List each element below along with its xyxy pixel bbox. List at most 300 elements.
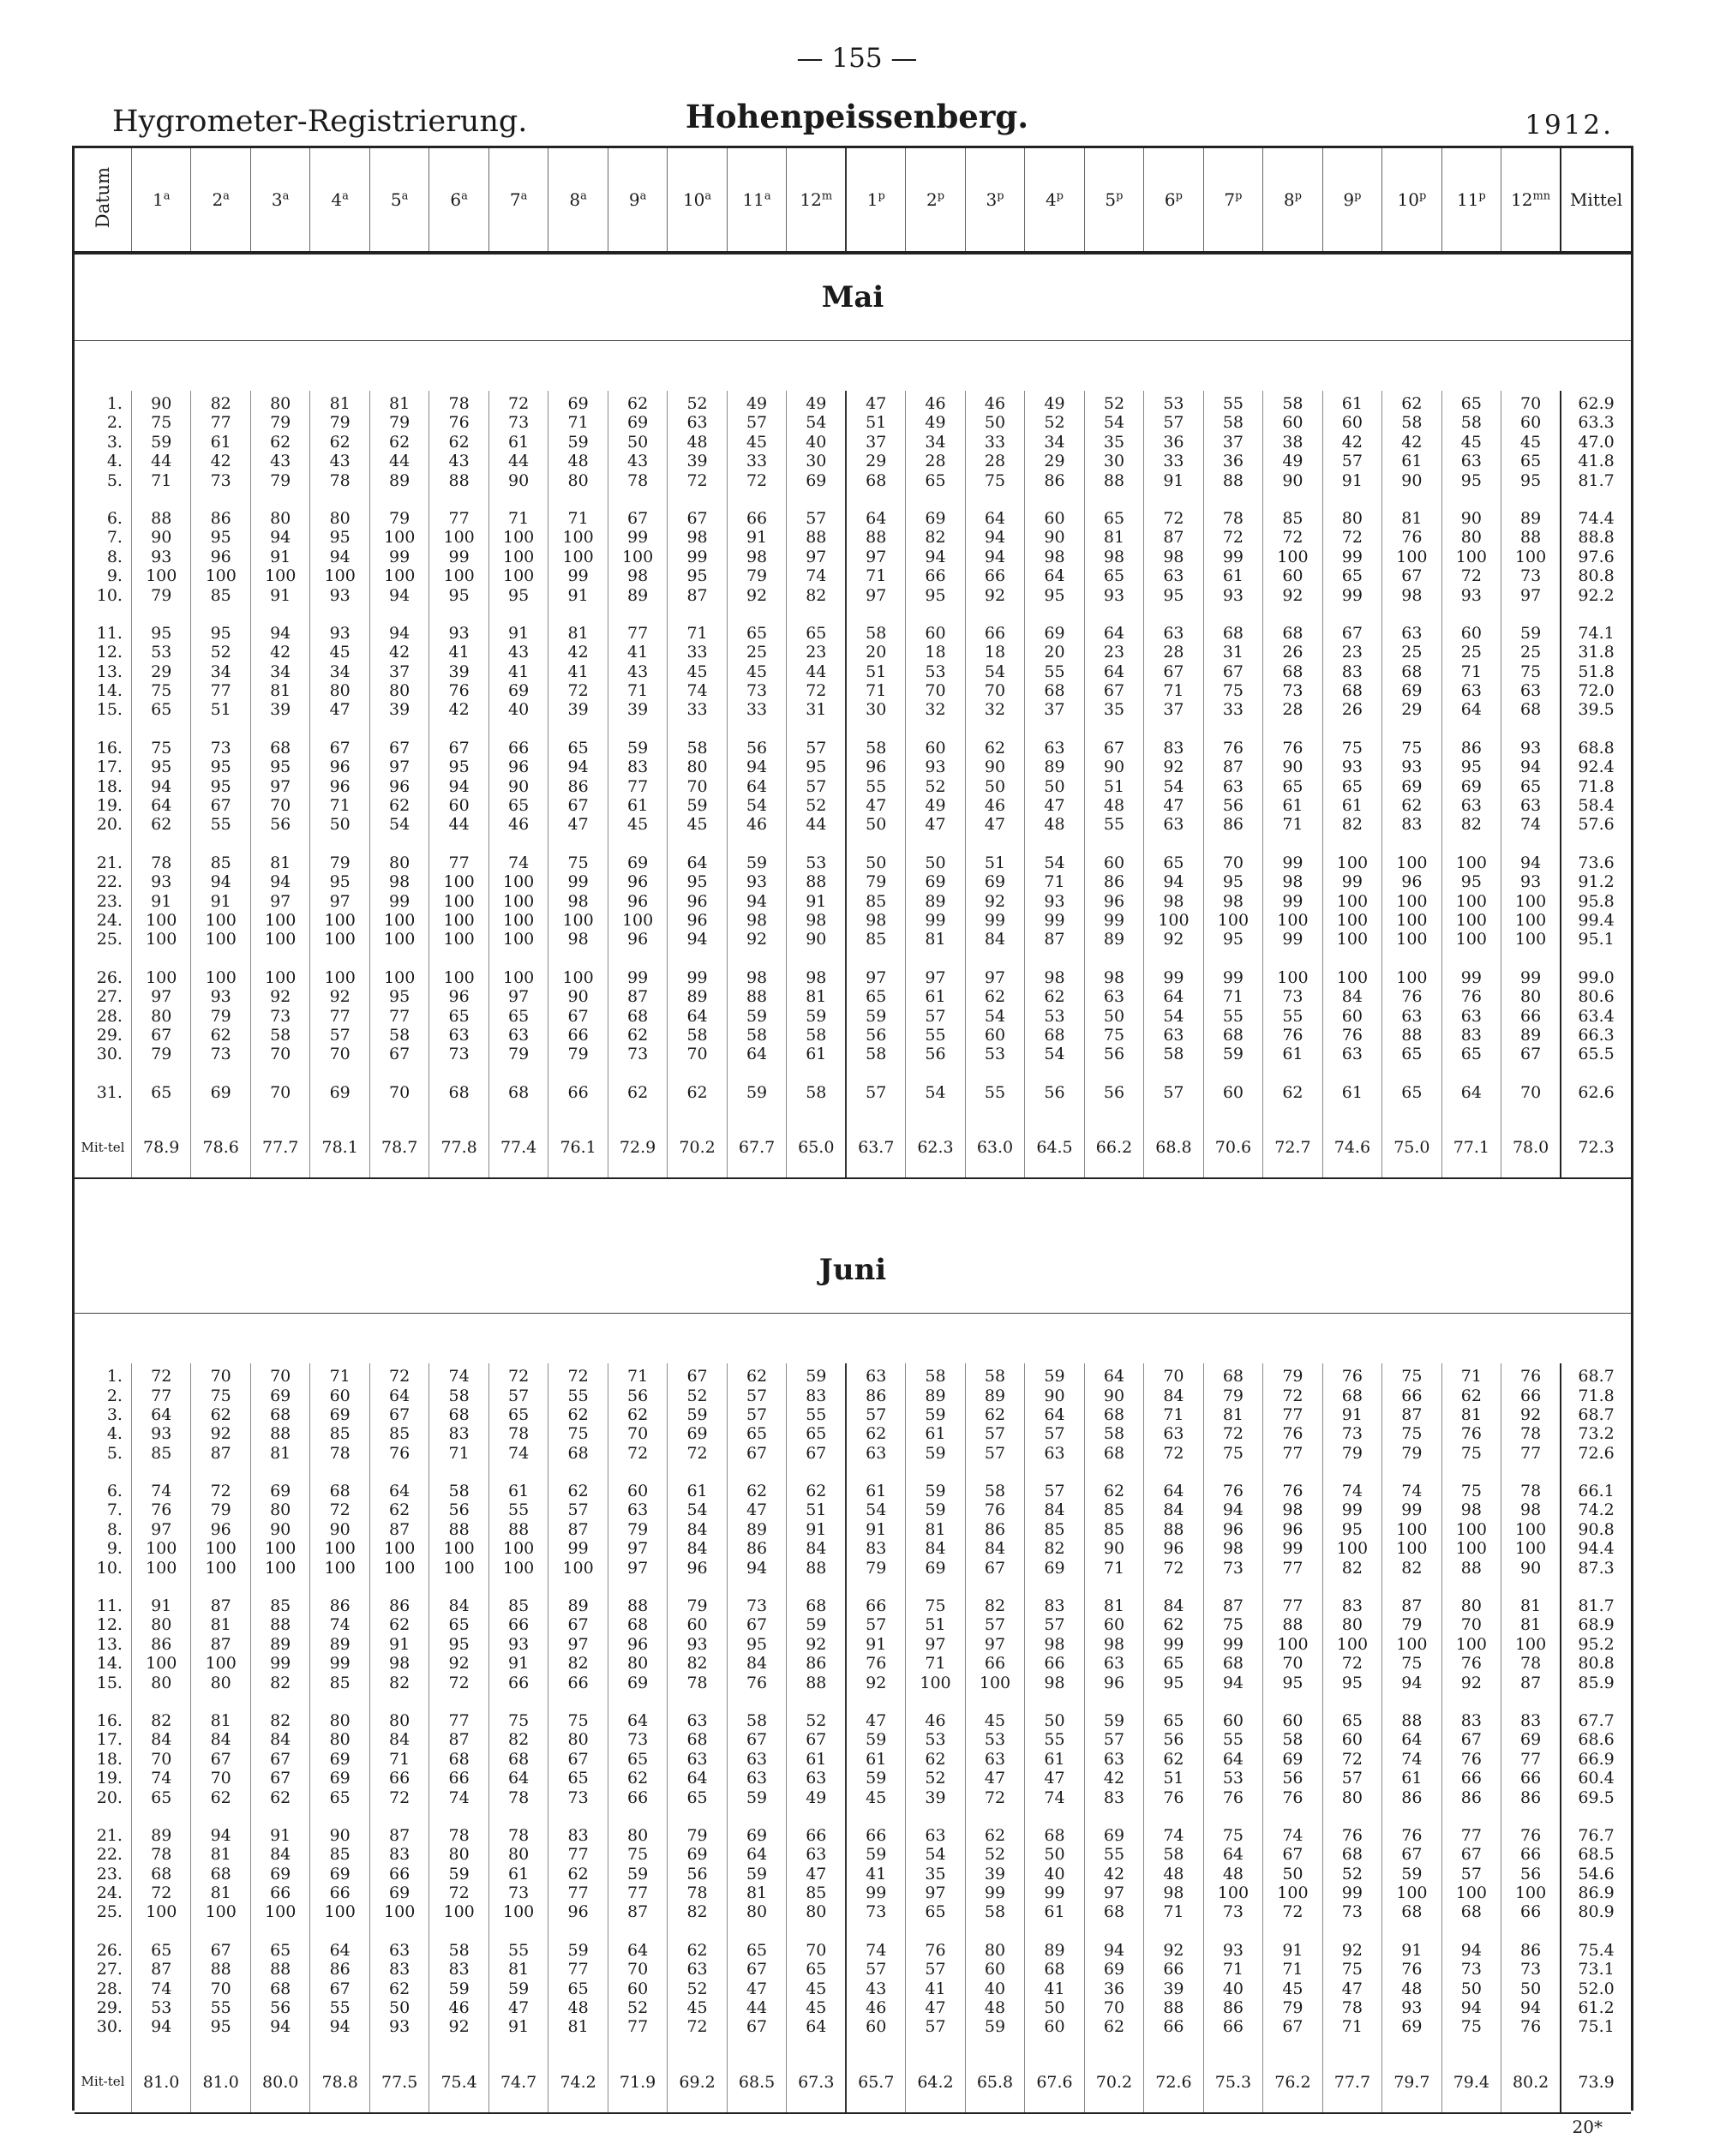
- table-cell-value: 54: [984, 662, 1006, 681]
- table-cell-value: 34: [329, 662, 351, 681]
- table-cell-value: 92: [1520, 1404, 1542, 1424]
- value-cell: [1084, 1080, 1143, 1117]
- table-row-group: [75, 850, 1631, 965]
- table-cell-value: 99: [1163, 967, 1184, 987]
- table-cell-value: 86: [151, 1634, 172, 1654]
- table-cell-value: 99: [1222, 547, 1244, 566]
- table-cell-value: 64: [1222, 1749, 1244, 1769]
- table-cell-value: 52: [925, 1769, 946, 1788]
- mean-value: 77.7: [250, 1117, 309, 1178]
- mean-value: 77.8: [429, 1117, 488, 1178]
- table-cell-value: 84: [270, 1730, 291, 1750]
- table-cell-value: 44: [806, 662, 827, 681]
- table-cell-value: 62: [270, 1788, 291, 1807]
- table-cell-value: 68: [1103, 1443, 1125, 1463]
- table-cell-value: 73.6: [1578, 853, 1615, 872]
- table-cell-value: 84: [1163, 1500, 1184, 1520]
- value-cell: [1441, 965, 1501, 1080]
- table-cell-value: 68: [1401, 662, 1423, 681]
- table-cell-value: 66: [567, 1673, 589, 1692]
- value-cell: [429, 1080, 488, 1117]
- header-hour-suffix: p: [878, 189, 885, 203]
- value-cell: [1322, 735, 1381, 850]
- table-cell-value: 42: [1341, 432, 1363, 452]
- table-cell-value: 78: [1520, 1654, 1542, 1674]
- table-cell-value: 75: [1222, 1615, 1244, 1635]
- table-cell-value: 60: [984, 1960, 1006, 1979]
- table-cell-value: 72: [686, 470, 708, 490]
- table-cell-value: 70: [1460, 1615, 1482, 1635]
- table-cell-value: 69: [270, 1864, 291, 1884]
- header-datum-label: Datum: [92, 166, 113, 229]
- table-cell-value: 73: [1222, 1558, 1244, 1578]
- table-cell-value: 57: [984, 1424, 1006, 1444]
- table-cell-value: 44: [806, 815, 827, 835]
- table-cell-value: 88: [1103, 470, 1125, 490]
- table-cell-value: 60: [1044, 508, 1065, 528]
- table-cell-value: 41.8: [1578, 452, 1615, 471]
- table-cell-value: 88: [508, 1519, 530, 1539]
- table-cell-value: 52: [210, 643, 231, 662]
- table-cell-value: 81: [1460, 1404, 1482, 1424]
- table-cell-value: 100: [205, 566, 237, 586]
- table-cell-value: 90: [1103, 1539, 1125, 1559]
- header-hour-suffix: a: [704, 189, 712, 203]
- value-cell: [1501, 850, 1561, 965]
- table-cell-value: 64: [389, 1386, 411, 1405]
- table-cell-value: 96: [626, 891, 649, 911]
- table-cell-value: 72: [1163, 1443, 1184, 1463]
- table-cell-value: 80: [746, 1902, 768, 1922]
- table-cell-value: 100: [979, 1673, 1011, 1692]
- table-cell-value: 69: [984, 872, 1006, 892]
- table-cell-value: 47: [984, 1769, 1006, 1788]
- date-label: 28.: [96, 1006, 123, 1026]
- mean-value: 72.6: [1144, 2052, 1203, 2113]
- date-label: 4.: [106, 1424, 123, 1444]
- table-cell-value: 55: [1222, 1730, 1244, 1750]
- table-cell-value: 67: [686, 1367, 708, 1386]
- table-cell-value: 62: [210, 1025, 231, 1045]
- table-cell-value: 57: [1341, 452, 1363, 471]
- table-cell-value: 49: [1282, 452, 1303, 471]
- value-cell: [1084, 620, 1143, 735]
- table-cell-value: 100: [1336, 853, 1369, 872]
- table-cell-value: 57: [1044, 1482, 1065, 1501]
- table-cell-value: 80: [1341, 508, 1363, 528]
- table-cell-value: 96: [329, 758, 351, 777]
- table-cell-value: 100: [384, 1902, 416, 1922]
- table-cell-value: 74: [329, 1615, 351, 1635]
- table-cell-value: 74.4: [1578, 508, 1615, 528]
- table-cell-value: 89: [1103, 930, 1125, 949]
- value-cell: [787, 391, 846, 506]
- table-cell-value: 64: [508, 1769, 530, 1788]
- table-cell-value: 88: [1401, 1710, 1423, 1730]
- table-cell-value: 67: [746, 2017, 768, 2037]
- header-hour-10a: 10$^a$: [668, 148, 727, 253]
- table-cell-value: 82: [1044, 1539, 1065, 1559]
- table-cell-value: 63: [1460, 452, 1482, 471]
- table-cell-value: 45: [1460, 432, 1482, 452]
- table-cell-value: 95: [448, 1634, 470, 1654]
- table-cell-value: 74: [151, 1482, 172, 1501]
- value-cell: [846, 1823, 905, 1937]
- value-cell: [310, 1593, 369, 1708]
- table-cell-value: 91: [151, 1596, 172, 1616]
- table-cell-value: 85: [270, 1596, 291, 1616]
- mean-value: 77.5: [369, 2052, 428, 2113]
- table-cell-value: 66: [984, 1654, 1006, 1674]
- table-cell-value: 58: [1222, 413, 1244, 433]
- table-cell-value: 39: [1163, 1979, 1184, 1998]
- mean-value: 64.2: [906, 2052, 965, 2113]
- table-cell-value: 29: [1401, 700, 1423, 720]
- date-cell: [75, 391, 131, 506]
- table-cell-value: 59: [746, 853, 768, 872]
- table-cell-value: 76: [866, 1654, 887, 1674]
- value-cell: [1263, 391, 1322, 506]
- table-cell-value: 52: [686, 394, 708, 413]
- table-cell-value: 39: [626, 700, 649, 720]
- value-cell: [608, 620, 667, 735]
- table-cell-value: 63: [1163, 566, 1184, 586]
- table-cell-value: 61: [1282, 1045, 1303, 1064]
- table-cell-value: 55: [210, 815, 231, 835]
- table-cell-value: 70: [389, 1082, 411, 1102]
- table-cell-value: 69: [1401, 681, 1423, 701]
- humidity-table: [75, 148, 1631, 2114]
- date-label: 17.: [96, 1730, 123, 1750]
- table-cell-value: 90: [1520, 1558, 1542, 1578]
- table-cell-value: 79: [866, 1558, 887, 1578]
- value-cell: [965, 1823, 1024, 1937]
- table-cell-value: 55: [567, 1386, 589, 1405]
- table-cell-value: 72: [686, 2017, 708, 2037]
- table-cell-value: 36: [1163, 432, 1184, 452]
- value-cell: [1501, 1080, 1561, 1117]
- table-cell-value: 59: [925, 1404, 946, 1424]
- table-cell-value: 70: [270, 1045, 291, 1064]
- table-cell-value: 62: [984, 738, 1006, 758]
- table-cell-value: 79: [1401, 1615, 1423, 1635]
- header-hour-3p: 3$^p$: [965, 148, 1024, 253]
- table-cell-value: 81: [508, 1960, 530, 1979]
- table-cell-value: 55: [1103, 1845, 1125, 1865]
- date-label: 18.: [96, 776, 123, 796]
- value-cell: [846, 850, 905, 965]
- table-cell-value: 48: [984, 1998, 1006, 2018]
- table-cell-value: 92: [1460, 1673, 1482, 1692]
- value-cell: [1382, 965, 1441, 1080]
- table-cell-value: 67: [448, 738, 470, 758]
- table-cell-value: 64: [686, 853, 708, 872]
- date-label: 8.: [106, 547, 123, 566]
- table-cell-value: 97: [806, 547, 827, 566]
- table-cell-value: 100: [1396, 853, 1428, 872]
- date-label: 15.: [96, 700, 123, 720]
- table-cell-value: 76: [746, 1673, 768, 1692]
- date-label: 26.: [96, 1940, 123, 1960]
- table-cell-value: 47: [1044, 796, 1065, 816]
- table-cell-value: 23: [1341, 643, 1363, 662]
- column-header-row: [75, 148, 1631, 253]
- header-hour-8p: 8$^p$: [1263, 148, 1322, 253]
- value-cell: [488, 850, 548, 965]
- table-cell-value: 37: [389, 662, 411, 681]
- table-cell-value: 67: [686, 508, 708, 528]
- table-cell-value: 59: [448, 1864, 470, 1884]
- table-cell-value: 50: [1044, 776, 1065, 796]
- table-cell-value: 75: [210, 1386, 231, 1405]
- table-cell-value: 78: [151, 853, 172, 872]
- table-cell-value: 65: [1163, 1710, 1184, 1730]
- table-cell-value: 65: [1341, 566, 1363, 586]
- table-cell-value: 67: [270, 1749, 291, 1769]
- value-cell: [250, 735, 309, 850]
- value-cell: [310, 1708, 369, 1823]
- value-cell: [1382, 850, 1441, 965]
- table-cell-value: 43: [508, 643, 530, 662]
- table-cell-value: 77: [567, 1845, 589, 1865]
- table-cell-value: 95: [1520, 470, 1542, 490]
- table-cell-value: 86: [1044, 470, 1065, 490]
- value-cell: [727, 1823, 786, 1937]
- table-cell-value: 90: [1103, 1386, 1125, 1405]
- table-cell-value: 69: [925, 508, 946, 528]
- table-cell-value: 94: [389, 585, 411, 605]
- header-hour-6p: 6$^p$: [1144, 148, 1203, 253]
- value-cell: [1441, 1708, 1501, 1823]
- table-cell-value: 95: [1163, 1673, 1184, 1692]
- table-cell-value: 63: [1401, 1006, 1423, 1026]
- table-cell-value: 94: [210, 872, 231, 892]
- table-cell-value: 99: [984, 910, 1006, 930]
- table-cell-value: 100: [1455, 853, 1487, 872]
- value-cell: [1263, 1363, 1322, 1478]
- table-cell-value: 72: [1282, 1386, 1303, 1405]
- table-cell-value: 76: [448, 413, 470, 433]
- date-label: 11.: [96, 623, 123, 643]
- value-cell: [1382, 506, 1441, 620]
- table-cell-value: 100: [384, 930, 416, 949]
- table-cell-value: 97.6: [1578, 547, 1615, 566]
- value-cell: [1144, 965, 1203, 1080]
- table-cell-value: 88.8: [1578, 528, 1615, 548]
- value-cell: [429, 506, 488, 620]
- table-cell-value: 100: [1455, 547, 1487, 566]
- value-cell: [846, 965, 905, 1080]
- value-cell: [429, 1708, 488, 1823]
- table-cell-value: 59: [626, 738, 649, 758]
- table-cell-value: 85: [329, 1845, 351, 1865]
- table-cell-value: 93: [329, 623, 351, 643]
- table-cell-value: 57: [746, 1386, 768, 1405]
- value-cell: [1025, 850, 1084, 965]
- table-cell-value: 57.6: [1578, 815, 1615, 835]
- value-cell: [488, 1823, 548, 1937]
- table-cell-value: 84: [448, 1596, 470, 1616]
- table-cell-value: 71: [1460, 1367, 1482, 1386]
- value-cell: [965, 1593, 1024, 1708]
- table-cell-value: 100: [1396, 967, 1428, 987]
- date-label: 28.: [96, 1979, 123, 1998]
- table-cell-value: 79: [1282, 1998, 1303, 2018]
- table-cell-value: 72: [508, 1367, 530, 1386]
- table-cell-value: 65.5: [1578, 1045, 1615, 1064]
- table-cell-value: 87: [626, 1902, 649, 1922]
- table-cell-value: 99: [1163, 1634, 1184, 1654]
- value-cell: [608, 1363, 667, 1478]
- table-cell-value: 66: [1401, 1386, 1423, 1405]
- value-cell: [1263, 965, 1322, 1080]
- table-cell-value: 68: [1103, 1404, 1125, 1424]
- table-cell-value: 64: [151, 796, 172, 816]
- table-cell-value: 53: [984, 1045, 1006, 1064]
- table-cell-value: 60: [1520, 413, 1542, 433]
- header-hour-4a: 4$^a$: [310, 148, 369, 253]
- table-cell-value: 100: [1277, 967, 1309, 987]
- table-cell-value: 63: [1163, 1424, 1184, 1444]
- value-cell: [787, 620, 846, 735]
- table-cell-value: 77: [448, 508, 470, 528]
- table-cell-value: 77: [1282, 1404, 1303, 1424]
- table-cell-value: 60: [1103, 853, 1125, 872]
- table-cell-value: 92: [984, 585, 1006, 605]
- table-cell-value: 100: [1514, 1884, 1547, 1903]
- value-cell: [965, 1937, 1024, 2052]
- table-cell-value: 68.7: [1578, 1404, 1615, 1424]
- table-cell-value: 69: [508, 681, 530, 701]
- value-cell: [906, 1080, 965, 1117]
- table-cell-value: 65: [925, 470, 946, 490]
- table-cell-value: 71: [1222, 1960, 1244, 1979]
- table-cell-value: 68: [270, 738, 291, 758]
- table-cell-value: 81: [925, 930, 946, 949]
- table-cell-value: 63: [1163, 1025, 1184, 1045]
- page-number: — 155 —: [796, 43, 918, 74]
- table-cell-value: 56: [1103, 1045, 1125, 1064]
- value-cell: [1441, 620, 1501, 735]
- value-cell: [191, 1593, 250, 1708]
- table-cell-value: 62: [984, 1404, 1006, 1424]
- table-cell-value: 95: [151, 758, 172, 777]
- table-cell-value: 65: [270, 1940, 291, 1960]
- table-cell-value: 47: [866, 394, 887, 413]
- table-cell-value: 42: [1103, 1864, 1125, 1884]
- table-cell-value: 34: [210, 662, 231, 681]
- table-cell-value: 26: [1282, 643, 1303, 662]
- date-label: 22.: [96, 872, 123, 892]
- value-cell: [369, 850, 428, 965]
- table-cell-value: 64: [686, 1006, 708, 1026]
- value-cell: [369, 1823, 428, 1937]
- table-cell-value: 96: [686, 1558, 708, 1578]
- table-cell-value: 97: [270, 891, 291, 911]
- table-cell-value: 100: [502, 1558, 535, 1578]
- table-cell-value: 69: [1044, 623, 1065, 643]
- table-cell-value: 84: [925, 1539, 946, 1559]
- table-cell-value: 74: [1520, 815, 1542, 835]
- value-cell: [310, 735, 369, 850]
- table-cell-value: 50: [1103, 1006, 1125, 1026]
- table-cell-value: 100: [562, 547, 594, 566]
- date-label: 3.: [106, 432, 123, 452]
- table-cell-value: 48: [686, 432, 708, 452]
- table-cell-value: 100: [146, 1539, 177, 1559]
- table-cell-value: 62: [567, 1864, 589, 1884]
- table-cell-value: 84: [686, 1539, 708, 1559]
- value-cell: [906, 965, 965, 1080]
- mittel-cell: [1561, 1080, 1631, 1117]
- value-cell: [1501, 735, 1561, 850]
- table-cell-value: 95: [389, 987, 411, 1007]
- table-cell-value: 75: [1222, 1443, 1244, 1463]
- mittel-row-label: Mit-tel: [75, 1117, 131, 1178]
- table-cell-value: 94: [270, 2017, 291, 2037]
- header-hour-10p: 10$^p$: [1382, 148, 1441, 253]
- value-cell: [787, 1080, 846, 1117]
- table-cell-value: 54: [746, 796, 768, 816]
- header-hour-4p: 4$^p$: [1025, 148, 1084, 253]
- table-cell-value: 94: [210, 1825, 231, 1845]
- table-cell-value: 42: [270, 643, 291, 662]
- table-cell-value: 94: [1222, 1500, 1244, 1520]
- header-hour-8a: 8$^a$: [548, 148, 608, 253]
- table-cell-value: 52: [806, 1710, 827, 1730]
- table-cell-value: 83: [1341, 662, 1363, 681]
- table-cell-value: 80: [389, 681, 411, 701]
- table-cell-value: 67: [1460, 1730, 1482, 1750]
- table-cell-value: 70: [686, 1045, 708, 1064]
- table-cell-value: 86: [746, 1539, 768, 1559]
- table-cell-value: 83: [1341, 1596, 1363, 1616]
- table-cell-value: 62: [389, 1979, 411, 1998]
- table-cell-value: 69: [1401, 776, 1423, 796]
- table-cell-value: 37: [1163, 700, 1184, 720]
- table-cell-value: 85: [210, 853, 231, 872]
- value-cell: [131, 850, 190, 965]
- value-cell: [548, 1478, 608, 1593]
- section-title: Hygrometer-Registrierung.: [112, 105, 528, 139]
- table-cell-value: 56: [1044, 1082, 1065, 1102]
- table-cell-value: 61: [1401, 452, 1423, 471]
- table-cell-value: 52: [1103, 394, 1125, 413]
- table-cell-value: 58: [1163, 1045, 1184, 1064]
- table-cell-value: 45: [806, 1998, 827, 2018]
- table-cell-value: 66: [984, 566, 1006, 586]
- table-cell-value: 93: [1044, 891, 1065, 911]
- table-cell-value: 59: [686, 1404, 708, 1424]
- value-cell: [131, 1708, 190, 1823]
- value-cell: [1203, 1823, 1262, 1937]
- mean-value: 74.2: [548, 2052, 608, 2113]
- table-cell-value: 88: [151, 508, 172, 528]
- table-cell-value: 33: [686, 700, 708, 720]
- value-cell: [1144, 735, 1203, 850]
- value-cell: [1025, 965, 1084, 1080]
- table-cell-value: 95: [210, 776, 231, 796]
- table-cell-value: 100: [1396, 1519, 1428, 1539]
- table-cell-value: 51: [1163, 1769, 1184, 1788]
- table-cell-value: 76: [389, 1443, 411, 1463]
- table-cell-value: 62.6: [1578, 1082, 1615, 1102]
- value-cell: [250, 1080, 309, 1117]
- table-cell-value: 99: [984, 1884, 1006, 1903]
- mean-value: 81.0: [191, 2052, 250, 2113]
- table-cell-value: 62: [984, 987, 1006, 1007]
- table-cell-value: 58: [984, 1367, 1006, 1386]
